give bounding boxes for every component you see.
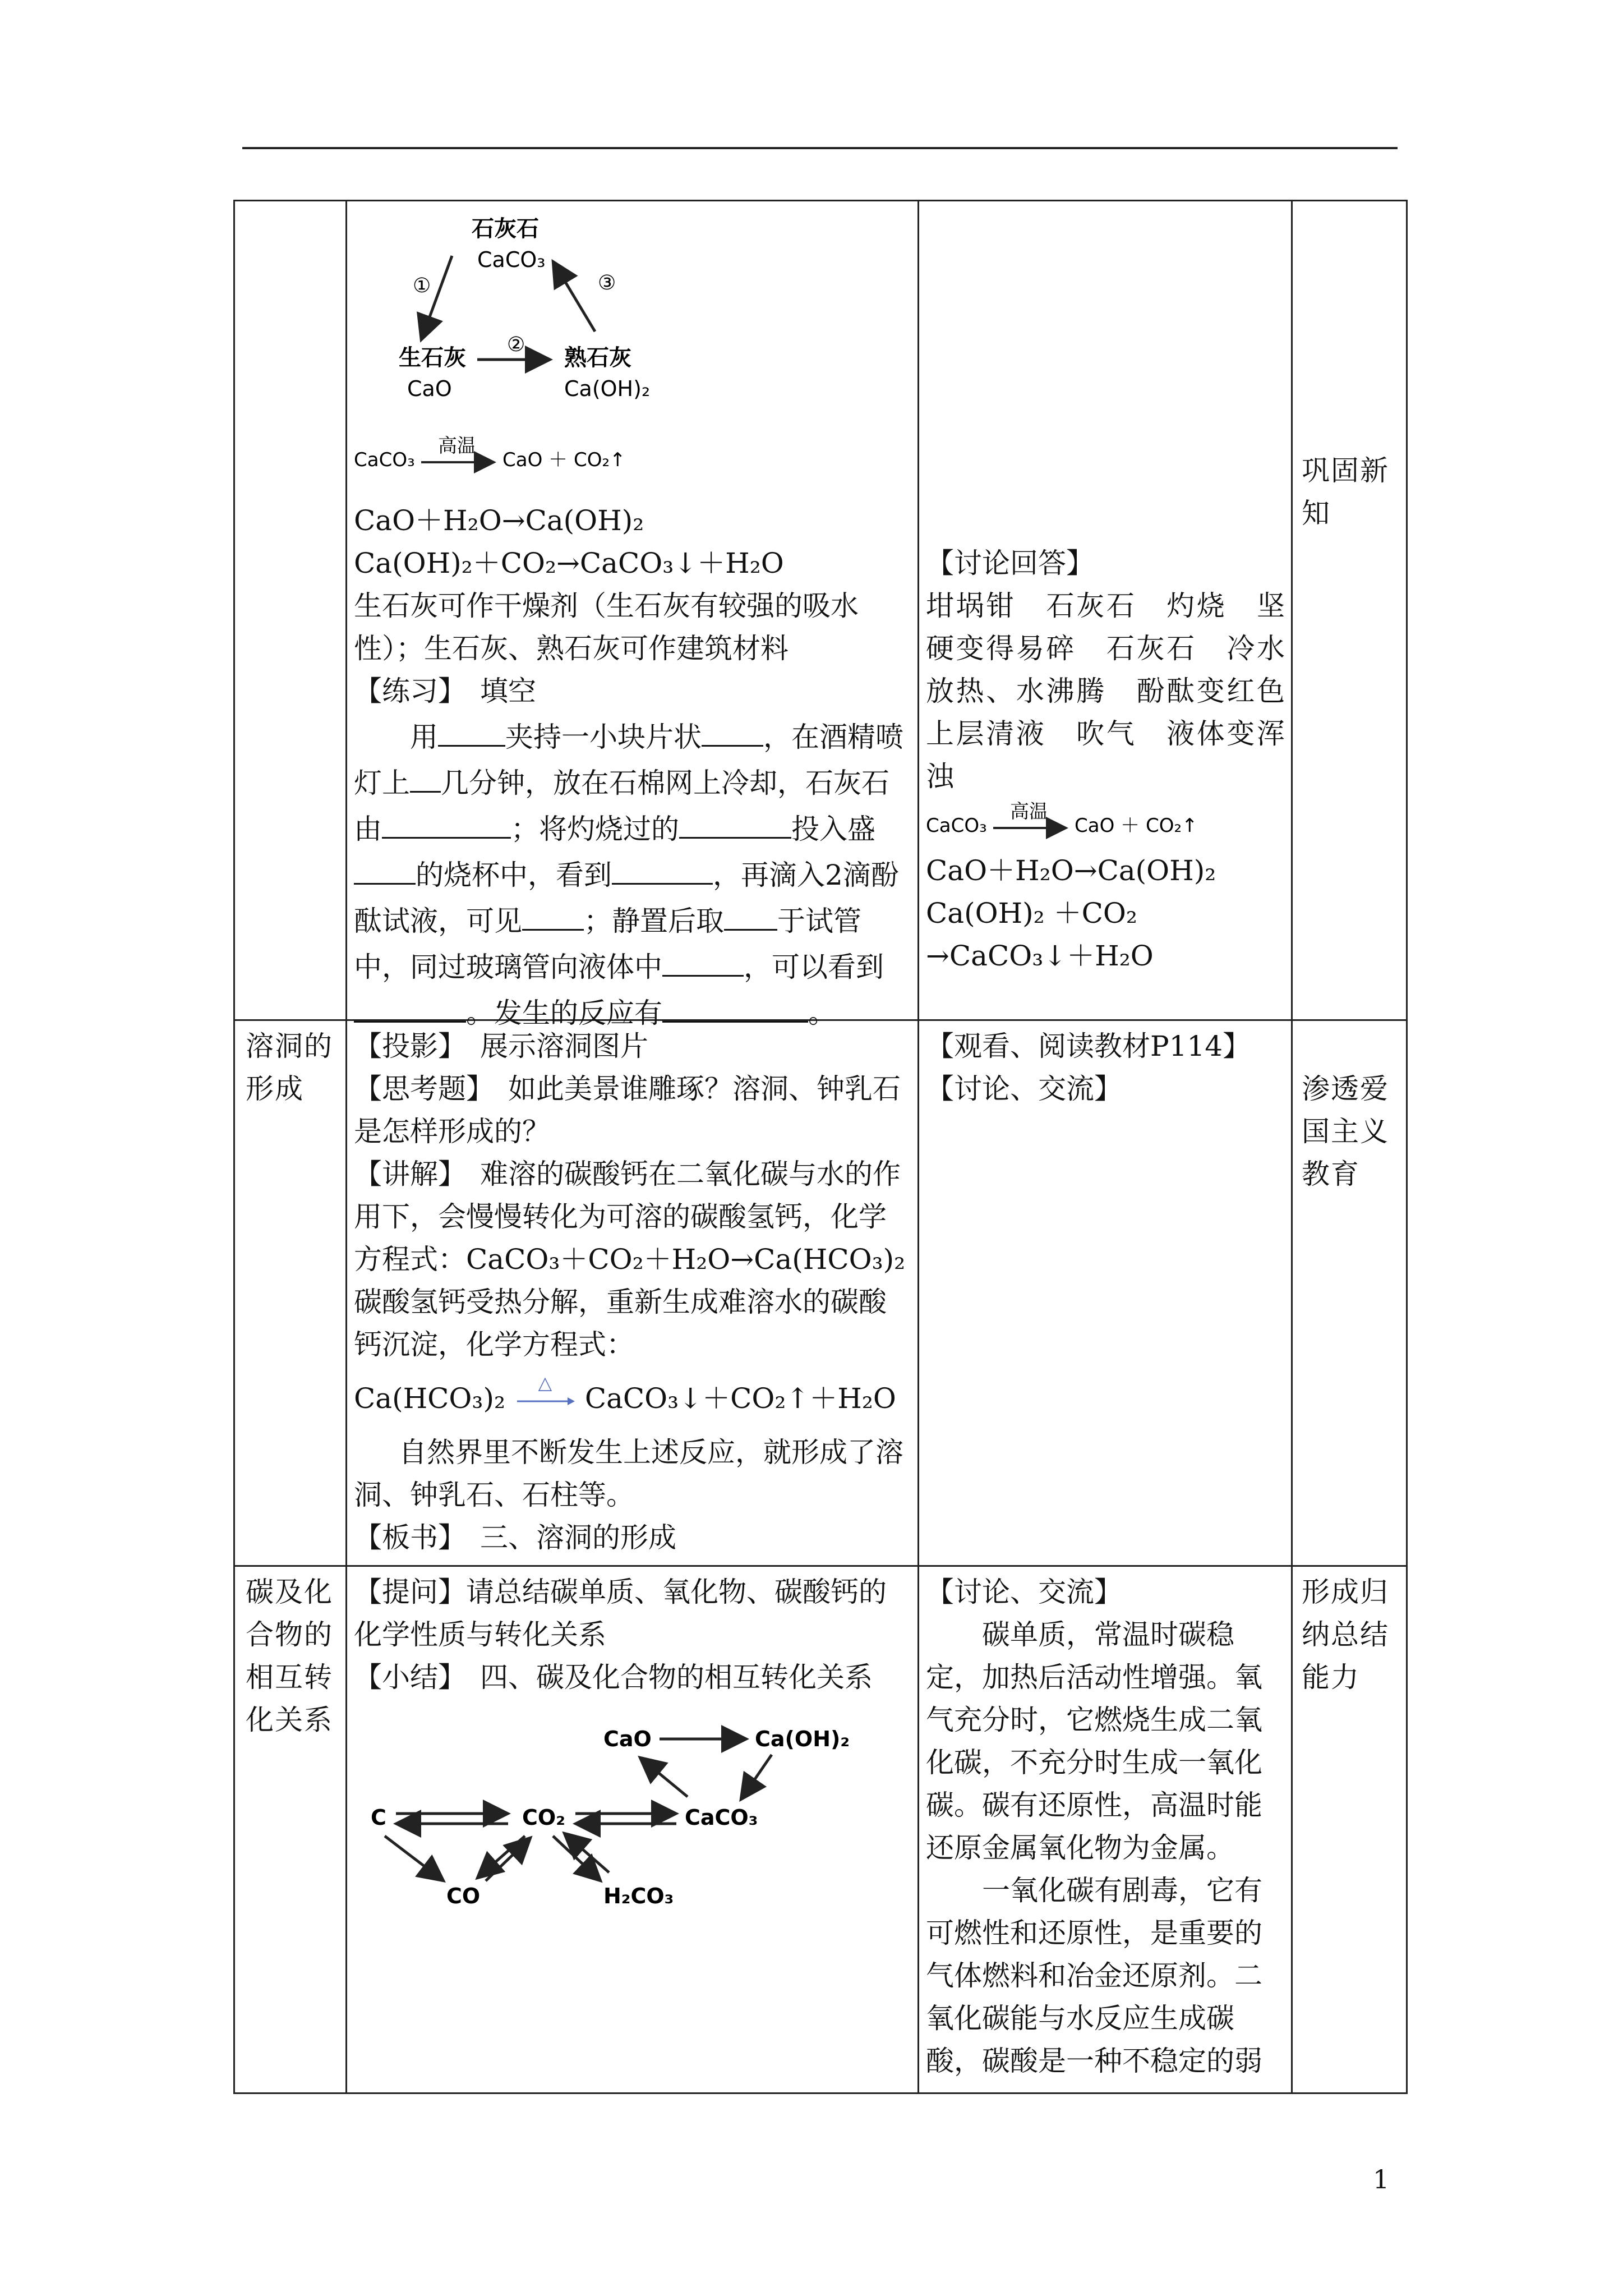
cycle-limestone-label: 石灰石 — [472, 216, 539, 242]
cycle-limestone-formula: CaCO₃ — [477, 247, 546, 272]
node-cao: CaO — [603, 1727, 652, 1751]
fill-text: 的烧杯中，看到 — [416, 859, 612, 891]
cycle-arrow-3 — [553, 261, 595, 332]
paragraph: 碳酸氢钙受热分解，重新生成难溶水的碳酸钙沉淀，化学方程式： — [354, 1286, 887, 1361]
arrow-caoh2-to-caco3 — [741, 1755, 772, 1800]
equation-reactant: CaCO₃ — [926, 815, 987, 837]
node-h2co3: H₂CO₃ — [603, 1884, 674, 1908]
practice-tag: 【练习】 — [354, 675, 452, 707]
column-divider — [917, 200, 919, 2094]
fill-text: 于试管中，同过玻璃管向液体中 — [354, 905, 861, 983]
node-c: C — [371, 1805, 386, 1830]
practice-title: 填空 — [480, 675, 536, 707]
student-tag: 【讨论回答】 — [926, 547, 1094, 579]
cycle-quicklime-label: 生石灰 — [399, 345, 466, 371]
paragraph: 一氧化碳有剧毒，它有可燃性和还原性，是重要的气体燃料和冶金还原剂。二氧化碳能与水反应生成碳酸，碳酸是一种不稳定的弱 — [926, 1874, 1262, 2077]
fill-text: 夹持一小块片状 — [505, 721, 702, 753]
section-text: 三、溶洞的形成 — [480, 1521, 676, 1554]
answer-blank[interactable] — [354, 850, 416, 885]
arrow-co-to-co2 — [486, 1838, 531, 1881]
arrow-c-to-co — [385, 1836, 444, 1881]
page-number: 1 — [1373, 2164, 1390, 2194]
student-line: 【讨论、交流】 — [926, 1073, 1122, 1105]
section-tag: 【小结】 — [354, 1661, 452, 1694]
teacher-activity-cell — [354, 1571, 909, 1912]
fill-text: 投入盛 — [791, 813, 875, 845]
design-goal-cell: 渗透爱国主义教育 — [1302, 1073, 1389, 1190]
equation-products: CaO ＋ CO₂↑ — [1075, 815, 1198, 837]
section-tag: 【讲解】 — [354, 1158, 452, 1190]
section-tag: 【提问】 — [354, 1576, 466, 1608]
arrow-caco3-to-cao — [640, 1757, 688, 1797]
carbon-conversion-diagram — [354, 1710, 870, 1912]
answer-blank[interactable] — [662, 942, 744, 977]
equation-line: Ca(OH)₂＋CO₂→CaCO₃↓＋H₂O — [354, 547, 784, 579]
summary-line — [354, 1656, 909, 1699]
equation-reactant: Ca(HCO₃)₂ — [354, 1382, 506, 1415]
question-line — [354, 1571, 909, 1656]
node-caco3: CaCO₃ — [685, 1805, 758, 1830]
equation-products: CaO ＋ CO₂↑ — [502, 449, 626, 471]
table-border-bottom — [233, 2092, 1408, 2094]
section-tag: 【思考题】 — [354, 1073, 480, 1105]
teacher-text-block — [354, 499, 909, 1034]
section-text: 难溶的碳酸钙在二氧化碳与水的作用下，会慢慢转化为可溶的碳酸氢钙，化学方程式：CaCO₃＋CO₂＋H₂O→Ca(HCO₃)₂ — [354, 1158, 906, 1276]
heat-symbol: △ — [538, 1372, 552, 1393]
section-text: 请总结碳单质、氧化物、碳酸钙的化学性质与转化关系 — [354, 1576, 887, 1651]
cycle-quicklime-formula: CaO — [407, 376, 452, 401]
decomposition-equation — [926, 801, 1274, 846]
fill-text: ，在酒精喷灯上 — [354, 721, 903, 799]
answer-blank[interactable] — [612, 850, 713, 885]
header-rule — [242, 147, 1398, 149]
question-line — [354, 1068, 909, 1153]
heat-arrow — [514, 1372, 576, 1420]
equation-products: CaCO₃↓＋CO₂↑＋H₂O — [584, 1382, 896, 1415]
equation-line: CaO＋H₂O→Ca(OH)₂ — [926, 854, 1216, 887]
section-text: 四、碳及化合物的相互转化关系 — [480, 1661, 873, 1694]
answer-blank[interactable] — [702, 712, 763, 747]
column-divider — [345, 200, 347, 2094]
student-activity-cell — [926, 1025, 1285, 1110]
fill-text: ；将灼烧过的 — [511, 813, 679, 845]
lime-cycle-diagram — [374, 211, 710, 402]
cycle-slakedlime-label: 熟石灰 — [564, 345, 631, 371]
board-line — [354, 1516, 909, 1559]
arrow-co2-to-co — [477, 1836, 525, 1878]
answer-blank[interactable] — [410, 758, 441, 793]
fill-text: ，再滴入2滴酚酞试液，可见 — [354, 859, 899, 937]
answer-blank[interactable] — [522, 896, 584, 931]
explanation-line — [354, 1153, 909, 1281]
cycle-step-2: ② — [507, 333, 525, 356]
student-activity-cell — [926, 542, 1313, 977]
cycle-arrow-1 — [421, 256, 452, 340]
section-tag: 【投影】 — [354, 1030, 452, 1062]
fill-text: ；静置后取 — [584, 905, 724, 937]
table-border-top — [233, 200, 1408, 201]
projection-line — [354, 1025, 909, 1068]
design-goal-cell: 巩固新知 — [1302, 454, 1389, 530]
student-line: 【观看、阅读教材P114】 — [926, 1030, 1251, 1062]
decomposition-equation — [354, 435, 702, 480]
cycle-step-3: ③ — [598, 272, 616, 295]
node-co: CO — [446, 1884, 481, 1908]
node-caoh2: Ca(OH)₂ — [755, 1727, 850, 1751]
practice-heading — [354, 670, 909, 712]
answer-blank[interactable] — [724, 896, 777, 931]
fill-text: 。发生的反应有 — [466, 997, 662, 1029]
design-goal-cell: 形成归纳总结能力 — [1302, 1576, 1389, 1694]
answer-blank[interactable] — [382, 804, 511, 839]
fill-text: 用 — [410, 721, 438, 753]
section-tag: 【板书】 — [354, 1521, 452, 1554]
stage-cell: 溶洞的形成 — [246, 1030, 333, 1105]
equation-line: Ca(OH)₂ ＋CO₂ →CaCO₃↓＋H₂O — [926, 897, 1154, 972]
paragraph: 碳单质，常温时碳稳定，加热后活动性增强。氧气充分时，它燃烧生成二氧化碳，不充分时生成一氧化碳。碳有还原性，高温时能还原金属氧化物为金属。 — [926, 1618, 1262, 1864]
section-text: 如此美景谁雕琢？溶洞、钟乳石是怎样形成的？ — [354, 1073, 901, 1148]
equation-line: CaO＋H₂O→Ca(OH)₂ — [354, 504, 644, 537]
answer-blank[interactable] — [679, 804, 791, 839]
equation-reactant: CaCO₃ — [354, 449, 415, 471]
cycle-slakedlime-formula: Ca(OH)₂ — [564, 376, 651, 401]
node-co2: CO₂ — [522, 1805, 565, 1830]
paragraph: 生石灰可作干燥剂（生石灰有较强的吸水性）；生石灰、熟石灰可作建筑材料 — [354, 590, 859, 665]
student-tag: 【讨论、交流】 — [926, 1576, 1122, 1608]
decomposition-equation — [354, 1372, 909, 1420]
section-text: 展示溶洞图片 — [480, 1030, 648, 1062]
equation-condition: 高温 — [438, 435, 476, 457]
student-activity-cell — [926, 1571, 1285, 2082]
equation-condition: 高温 — [1010, 801, 1048, 823]
column-divider — [233, 200, 235, 2094]
column-divider — [1291, 200, 1293, 2094]
teacher-activity-cell — [354, 1025, 909, 1559]
answer-blank[interactable] — [354, 988, 466, 1023]
student-answers: 坩埚钳 石灰石 灼烧 坚硬变得易碎 石灰石 冷水 放热、水沸腾 酚酞变红色 上层清液 吹气 液体变浑浊 — [926, 590, 1313, 793]
fill-text: 。 — [808, 997, 836, 1029]
fill-text: 几分钟，放在石棉网上冷却，石灰石由 — [354, 767, 889, 845]
paragraph: 自然界里不断发生上述反应，就形成了溶洞、钟乳石、石柱等。 — [354, 1436, 903, 1511]
cycle-step-1: ① — [413, 274, 431, 297]
fill-in-exercise — [354, 712, 909, 1034]
column-divider — [1406, 200, 1408, 2094]
fill-text: ，可以看到 — [744, 951, 884, 983]
row-divider — [233, 1565, 1408, 1567]
stage-cell: 碳及化合物的相互转化关系 — [246, 1576, 333, 1736]
answer-blank[interactable] — [662, 988, 808, 1023]
answer-blank[interactable] — [438, 712, 505, 747]
